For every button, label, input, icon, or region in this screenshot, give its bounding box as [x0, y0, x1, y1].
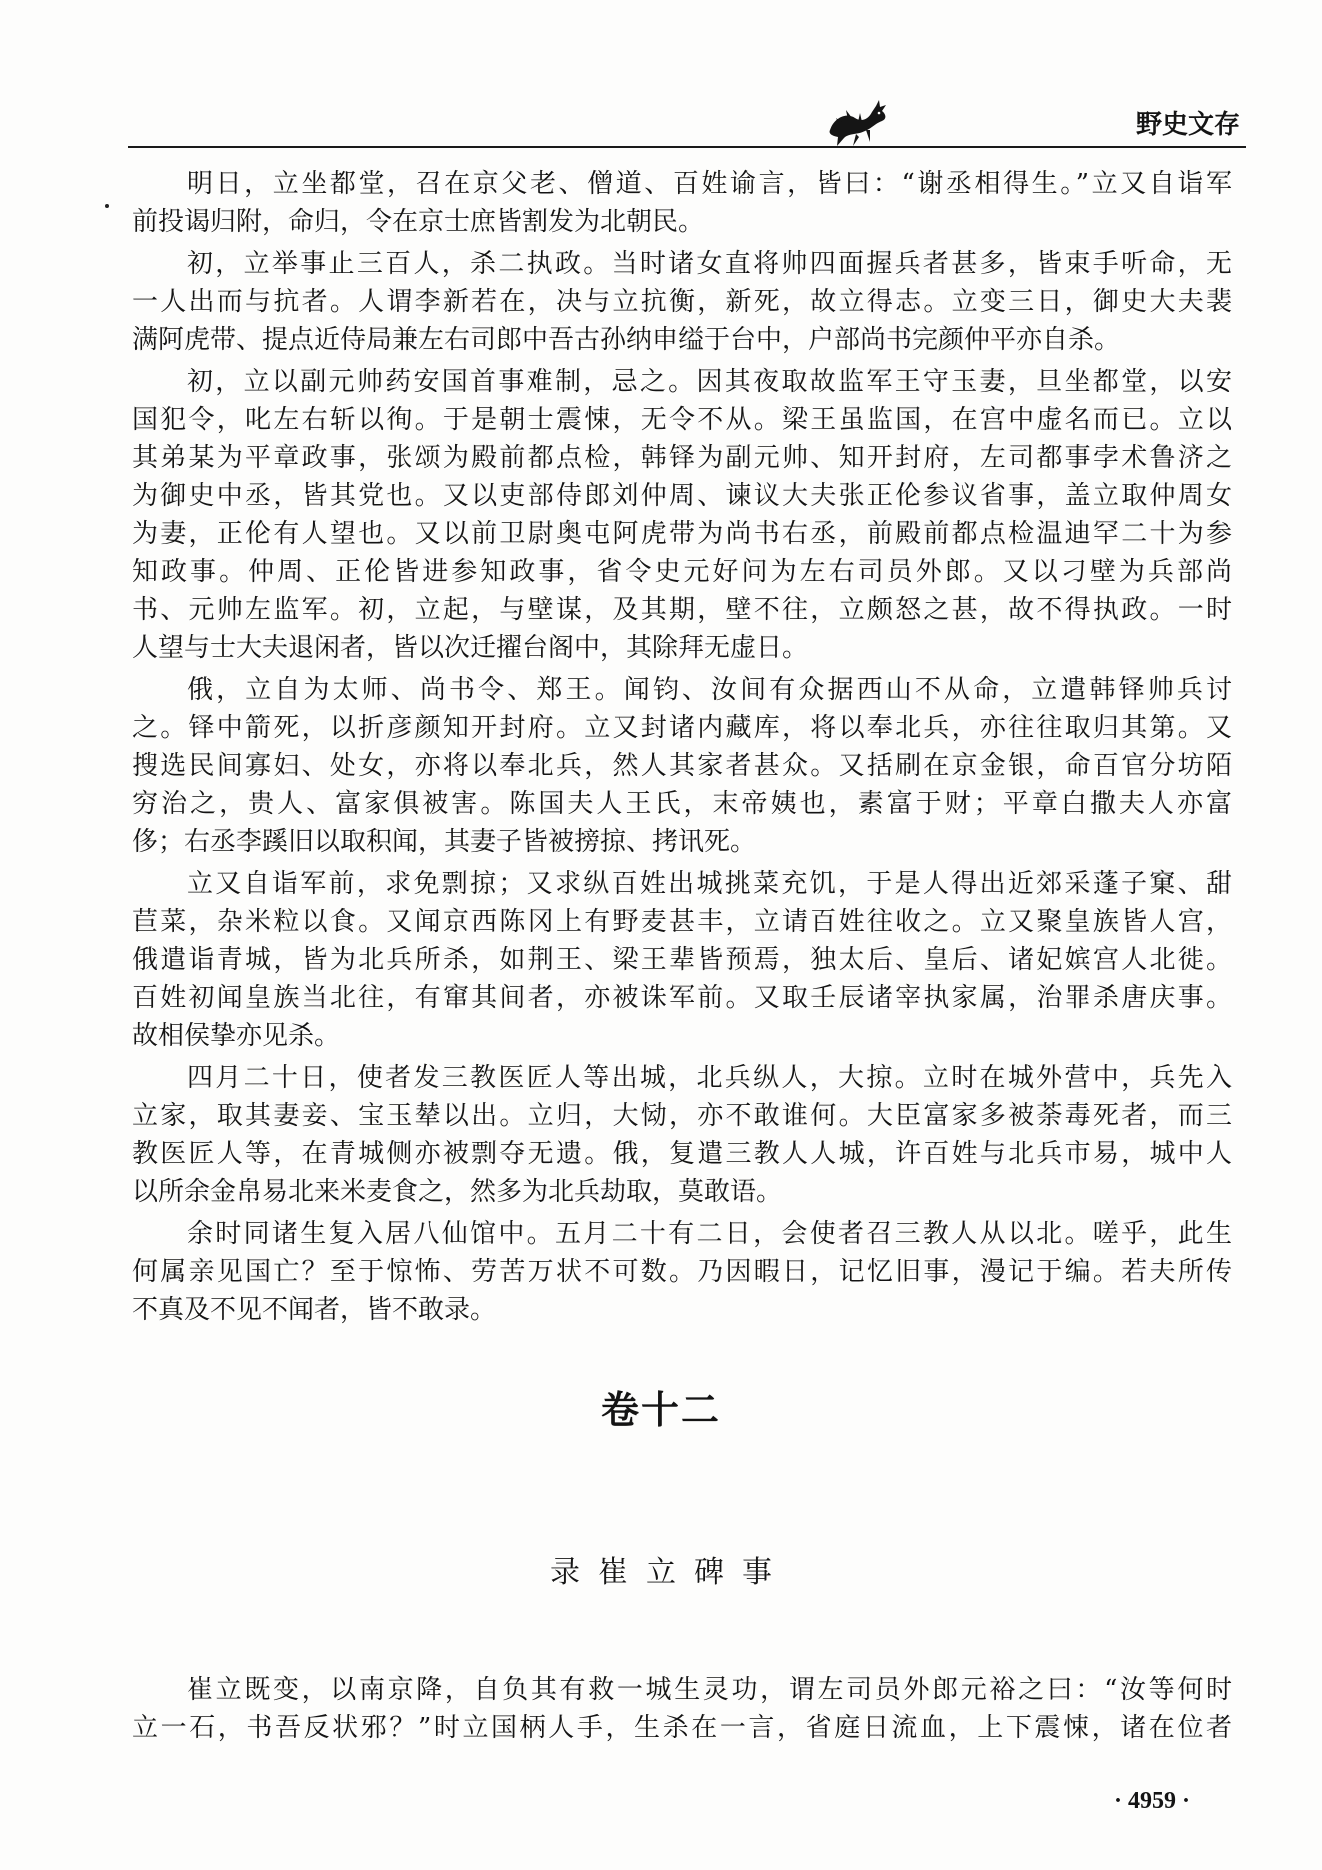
text-line: 为妻，正伦有人望也。又以前卫尉奥屯阿虎带为尚书右丞，前殿前都点检温迪罕二十为参 — [132, 519, 1232, 549]
text-line: 侈；右丞李蹊旧以取积闻，其妻子皆被搒掠、拷讯死。 — [132, 827, 757, 857]
text-line: 立一石，书吾反状邪？”时立国柄人手，生杀在一言，省庭日流血，上下震悚，诸在位者 — [132, 1713, 1232, 1743]
paragraph — [132, 1215, 1232, 1329]
text-line: 明日，立坐都堂，召在京父老、僧道、百姓谕言，皆曰：“谢丞相得生。”立又自诣军 — [187, 169, 1232, 199]
text-line: 百姓初闻皇族当北往，有窜其间者，亦被诛军前。又取壬辰诸宰执家属，治罪杀唐庆事。 — [132, 983, 1232, 1013]
text-line: 搜选民间寡妇、处女，亦将以奉北兵，然人其家者甚众。又括刷在京金银，命百官分坊陌 — [132, 751, 1232, 781]
text-line: 为御史中丞，皆其党也。又以吏部侍郎刘仲周、谏议大夫张正伦参议省事，盖立取仲周女 — [132, 481, 1232, 511]
text-line: 何属亲见国亡？至于惊怖、劳苦万状不可数。乃因暇日，记忆旧事，漫记于编。若夫所传 — [132, 1257, 1232, 1287]
paragraph — [132, 363, 1232, 667]
text-line: 前投谒归附，命归，令在京士庶皆割发为北朝民。 — [132, 207, 705, 237]
text-line: 不真及不见不闻者，皆不敢录。 — [132, 1295, 497, 1325]
page-number: · 4959 · — [1113, 1788, 1190, 1814]
volume-heading: 卷十二 — [600, 1388, 721, 1432]
text-line: 之。铎中箭死，以折彦颜知开封府。立又封诸内藏库，将以奉北兵，亦往往取归其第。又 — [132, 713, 1232, 743]
running-header-title: 野史文存 — [1135, 110, 1240, 140]
text-line: 人望与士大夫退闲者，皆以次迁擢台阁中，其除拜无虚日。 — [132, 633, 809, 663]
text-line: 余时同诸生复入居八仙馆中。五月二十有二日，会使者召三教人从以北。嗟乎，此生 — [187, 1219, 1232, 1249]
text-line: 故相侯挚亦见杀。 — [132, 1021, 341, 1051]
text-line: 知政事。仲周、正伦皆进参知政事，省令史元好问为左右司员外郎。又以刁壁为兵部尚 — [132, 557, 1232, 587]
section-title: 录崔立碑事 — [550, 1555, 790, 1590]
text-line: 立又自诣军前，求免剽掠；又求纵百姓出城挑菜充饥，于是人得出近郊采蓬子窠、甜 — [187, 869, 1232, 899]
header-rule — [128, 146, 1246, 148]
text-line: 苣菜，杂米粒以食。又闻京西陈冈上有野麦甚丰，立请百姓往收之。立又聚皇族皆人宫， — [132, 907, 1232, 937]
text-line: 立家，取其妻妾、宝玉辇以出。立归，大恸，亦不敢谁何。大臣富家多被荼毒死者，而三 — [132, 1101, 1232, 1131]
text-line: 国犯令，叱左右斩以徇。于是朝士震悚，无令不从。梁王虽监国，在宫中虚名而已。立以 — [132, 405, 1232, 435]
text-line: 崔立既变，以南京降，自负其有救一城生灵功，谓左司员外郎元裕之曰：“汝等何时 — [187, 1675, 1232, 1705]
text-line: 以所余金帛易北来米麦食之，然多为北兵劫取，莫敢语。 — [132, 1177, 783, 1207]
text-line: 一人出而与抗者。人谓李新若在，决与立抗衡，新死，故立得志。立变三日，御史大夫裴 — [132, 287, 1232, 317]
paragraph — [132, 165, 1232, 241]
text-line: 初，立举事止三百人，杀二执政。当时诸女直将帅四面握兵者甚多，皆束手听命，无 — [187, 249, 1232, 279]
scan-mark — [105, 204, 109, 208]
text-line: 教医匠人等，在青城侧亦被剽夺无遗。俄，复遣三教人人城，许百姓与北兵市易，城中人 — [132, 1139, 1232, 1169]
text-line: 四月二十日，使者发三教医匠人等出城，北兵纵人，大掠。立时在城外营中，兵先入 — [187, 1063, 1232, 1093]
paragraph — [132, 671, 1232, 861]
text-line: 俄，立自为太师、尚书令、郑王。闻钧、汝间有众据西山不从命，立遣韩铎帅兵讨 — [187, 675, 1232, 705]
text-line: 其弟某为平章政事，张颂为殿前都点检，韩铎为副元帅、知开封府，左司都事孛术鲁济之 — [132, 443, 1232, 473]
text-line: 穷治之，贵人、富家俱被害。陈国夫人王氏，末帝姨也，素富于财；平章白撒夫人亦富 — [132, 789, 1232, 819]
paragraph — [132, 1671, 1232, 1747]
main-text — [132, 165, 1232, 1329]
paragraph — [132, 865, 1232, 1055]
dragon-icon — [826, 96, 888, 152]
paragraph — [132, 245, 1232, 359]
text-line: 满阿虎带、提点近侍局兼左右司郎中吾古孙纳申缢于台中，户部尚书完颜仲平亦自杀。 — [132, 325, 1121, 355]
text-line: 俄遣诣青城，皆为北兵所杀，如荆王、梁王辈皆预焉，独太后、皇后、诸妃嫔宫人北徙。 — [132, 945, 1232, 975]
text-line: 书、元帅左监军。初，立起，与壁谋，及其期，壁不往，立颇怒之甚，故不得执政。一时 — [132, 595, 1232, 625]
text-line: 初，立以副元帅药安国首事难制，忌之。因其夜取故监军王守玉妻，旦坐都堂，以安 — [187, 367, 1232, 397]
section-text — [132, 1671, 1232, 1747]
paragraph — [132, 1059, 1232, 1211]
